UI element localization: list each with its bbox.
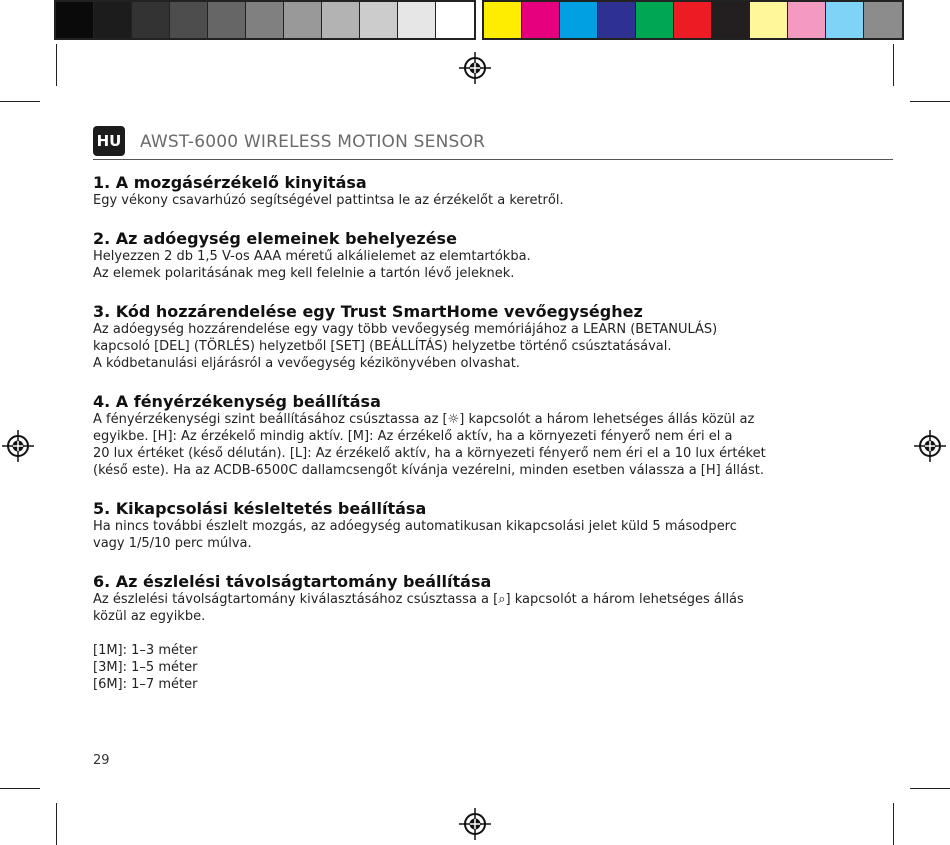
section-text: Az észlelési távolságtartomány kiválasztásához csúsztassa a [⌕] kapcsolót a három lehetséges állás <box>93 592 744 607</box>
section-text: A kódbetanulási eljárásról a vevőegység kézikönyvében olvashat. <box>93 356 520 371</box>
color-swatch <box>170 2 208 38</box>
language-badge: HU <box>93 126 125 156</box>
page-number: 29 <box>93 753 110 768</box>
grayscale-swatch-bar <box>54 0 476 40</box>
color-swatch <box>712 2 750 38</box>
section-text: A fényérzékenységi szint beállításához csúsztassa az [☼] kapcsolót a három lehetséges állás közül az <box>93 412 755 427</box>
crop-mark-left-top <box>0 101 40 102</box>
section-text: egyikbe. [H]: Az érzékelő mindig aktív. [M]: Az érzékelő aktív, ha a környezeti fényerő nem éri el a <box>93 429 733 444</box>
color-swatch <box>560 2 598 38</box>
registration-mark-icon <box>2 430 34 462</box>
paragraph-spacer <box>93 625 863 642</box>
color-swatch <box>398 2 436 38</box>
color-swatch <box>94 2 132 38</box>
color-swatch <box>636 2 674 38</box>
color-swatch <box>750 2 788 38</box>
section-text: Az adóegység hozzárendelése egy vagy több vevőegység memóriájához a LEARN (BETANULÁS) <box>93 322 718 337</box>
color-swatch <box>132 2 170 38</box>
crop-mark-right-top <box>910 101 950 102</box>
color-swatch <box>522 2 560 38</box>
section-text: 20 lux értéket (késő délután). [L]: Az érzékelő aktív, ha a környezeti fényerő nem éri el a 10 lux értéket <box>93 446 766 461</box>
range-option: [6M]: 1–7 méter <box>93 677 198 692</box>
registration-mark-icon <box>914 430 946 462</box>
section-text: vagy 1/5/10 perc múlva. <box>93 536 252 551</box>
section-text: Ha nincs további észlelt mozgás, az adóegység automatikusan kikapcsolási jelet küld 5 másodperc <box>93 519 737 534</box>
section-text: közül az egyikbe. <box>93 609 206 624</box>
section-light-sensitivity <box>93 392 863 479</box>
color-swatch <box>56 2 94 38</box>
color-swatch-bar <box>482 0 904 40</box>
section-off-delay <box>93 499 863 552</box>
color-swatch <box>484 2 522 38</box>
crop-mark-right-bottom <box>910 788 950 789</box>
section-opening-sensor <box>93 173 863 209</box>
color-swatch <box>674 2 712 38</box>
color-swatch <box>436 2 474 38</box>
crop-mark-top-left <box>56 44 57 86</box>
section-battery-insertion <box>93 229 863 282</box>
section-text: Helyezzen 2 db 1,5 V-os AAA méretű alkálielemet az elemtartókba. <box>93 249 531 264</box>
section-code-assignment <box>93 302 863 372</box>
section-title: 6. Az észlelési távolságtartomány beállítása <box>93 572 492 591</box>
crop-mark-bottom-left <box>56 803 57 845</box>
section-text: Az elemek polaritásának meg kell felelnie a tartón lévő jeleknek. <box>93 266 515 281</box>
color-swatch <box>598 2 636 38</box>
registration-mark-icon <box>459 52 491 84</box>
section-title: 1. A mozgásérzékelő kinyitása <box>93 173 367 192</box>
color-swatch <box>788 2 826 38</box>
section-title: 4. A fényérzékenység beállítása <box>93 392 381 411</box>
section-text: (késő este). Ha az ACDB-6500C dallamcsengőt kívánja vezérelni, minden esetben válassza a [H] állást. <box>93 463 764 478</box>
section-text: Egy vékony csavarhúzó segítségével pattintsa le az érzékelőt a keretről. <box>93 193 564 208</box>
section-title: 3. Kód hozzárendelése egy Trust SmartHome vevőegységhez <box>93 302 643 321</box>
range-option: [3M]: 1–5 méter <box>93 660 198 675</box>
section-title: 5. Kikapcsolási késleltetés beállítása <box>93 499 427 518</box>
registration-mark-icon <box>459 808 491 840</box>
color-swatch <box>360 2 398 38</box>
range-option: [1M]: 1–3 méter <box>93 643 198 658</box>
section-title: 2. Az adóegység elemeinek behelyezése <box>93 229 457 248</box>
header-divider <box>93 159 893 160</box>
crop-mark-top-right <box>893 44 894 86</box>
crop-mark-bottom-right <box>893 803 894 845</box>
color-swatch <box>322 2 360 38</box>
section-detection-range <box>93 572 863 693</box>
manual-content <box>93 173 863 713</box>
color-swatch <box>826 2 864 38</box>
document-title: AWST-6000 WIRELESS MOTION SENSOR <box>140 132 486 152</box>
crop-mark-left-bottom <box>0 788 40 789</box>
color-swatch <box>246 2 284 38</box>
color-swatch <box>284 2 322 38</box>
color-swatch <box>208 2 246 38</box>
section-text: kapcsoló [DEL] (TÖRLÉS) helyzetből [SET] (BEÁLLÍTÁS) helyzetbe történő csúsztatásával. <box>93 339 672 354</box>
color-swatch <box>864 2 902 38</box>
